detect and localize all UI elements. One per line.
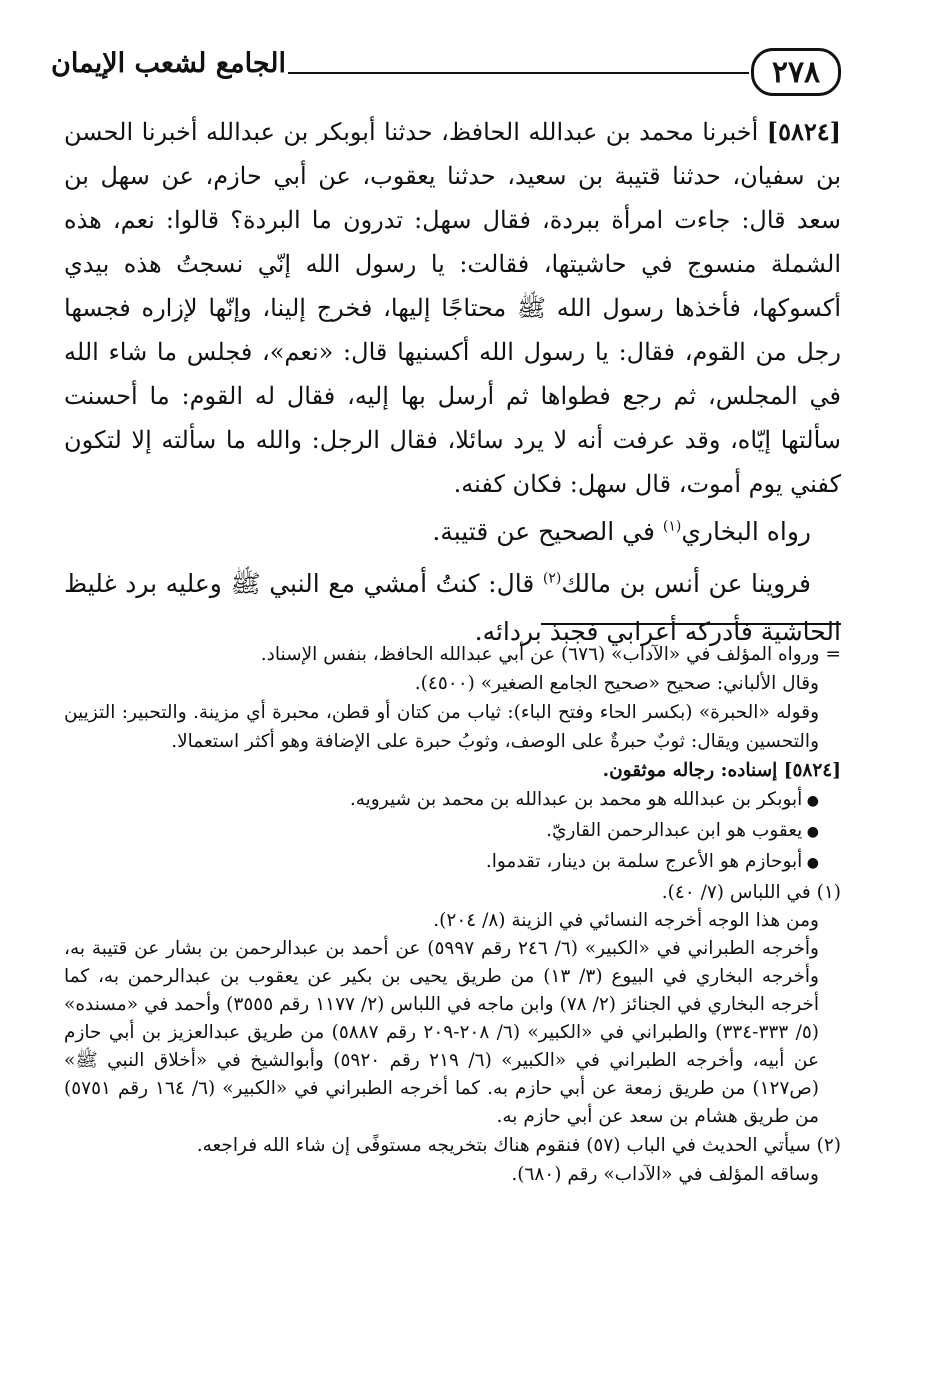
footnote-separator xyxy=(541,623,841,625)
anas-tail: قال: كنتُ أمشي مع النبي ﷺ وعليه برد غليظ الحاشية فأدركه أعرابي فجبذ بردائه. xyxy=(64,569,841,646)
footnote-1-takhrij: وأخرجه الطبراني في «الكبير» (٦/ ٢٤٦ رقم ٥٩٩٧) عن أحمد بن عبدالرحمن بن بشار عن قتيبة به، وأخرجه البخاري في البيوع (٣/ ١٣) من طريق يحيى بن بكير عن يعقوب بن عبدالرحمن به، كما أخرجه البخاري في الجنائز (٢/ ٧٨) وابن ماجه في اللباس (٢/ ١١٧٧ رقم ٣٥٥٥) وأحمد في «مسنده» (٥/ ٣٣٣-٣٣٤) والطبراني في «الكبير» (٦/ ٢٠٨-٢٠٩ رقم ٥٨٨٧) من طريق عبدالعزيز بن أبي حازم عن أبيه، وأخرجه الطبراني في «الكبير» (٦/ ٢١٩ رقم ٥٩٢٠) وأبوالشيخ في «أخلاق النبي ﷺ» (ص١٢٧) من طريق زمعة عن أبي حازم به. كما أخرجه الطبراني في «الكبير» (٦/ ١٦٤ رقم ٥٧٥١) من طريق هشام بن سعد عن أبي حازم به. xyxy=(64,938,819,1127)
page-number: ٢٧٨ xyxy=(751,48,841,96)
footnote-hibara: وقوله «الحبرة» (بكسر الحاء وفتح الباء): ثياب من كتان أو قطن، محبرة أي مزينة. والتحبير: التزيين والتحسين ويقال: ثوبٌ حبرةٌ على الوصف، وثوبُ حبرة على الإضافة وهو أكثر استعمالا. xyxy=(64,702,819,752)
isnad-heading: [٥٨٢٤] إسناده: رجاله موثقون. xyxy=(602,760,841,781)
footnote-1-body xyxy=(64,907,841,1131)
bukhari-note-tail: في الصحيح عن قتيبة. xyxy=(432,517,663,546)
footnotes xyxy=(64,640,841,1189)
hadith-text: أخبرنا محمد بن عبدالله الحافظ، حدثنا أبوبكر بن عبدالله أخبرنا الحسن بن سفيان، حدثنا قتيبة بن سعيد، حدثنا يعقوب، عن أبي حازم، عن سهل بن سعد قال: جاءت امرأة ببردة، فقال سهل: تدرون ما البردة؟ قالوا: نعم، هذه الشملة منسوج في حاشيتها، فقالت: يا رسول الله إنّي نسجتُ هذه بيدي أكسوكها، فأخذها رسول الله ﷺ محتاجًا إليها، فخرج إلينا، وإنّها لإزاره فجسها رجل من القوم، فقال: يا رسول الله أكسنيها قال: «نعم»، فجلس ما شاء الله في المجلس، ثم رجع فطواها ثم أرسل بها إليه، فقال له القوم: ما أحسنت سألتها إيّاه، وقد عرفت أنه لا يرد سائلا، فقال الرجل: والله ما سألته إلا لتكون كفني يوم أموت، قال سهل: فكان كفنه. xyxy=(64,118,841,498)
isnad-item: ● يعقوب هو ابن عبدالرحمن القاريّ. xyxy=(64,816,819,847)
hadith-paragraph xyxy=(64,110,841,506)
anas-text: فروينا عن أنس بن مالك xyxy=(561,569,811,598)
header-rule xyxy=(288,72,749,74)
isnad-item: ● أبوحازم هو الأعرج سلمة بن دينار، تقدموا. xyxy=(64,847,819,878)
hadith-number: [٥٨٢٤] xyxy=(766,117,841,146)
bukhari-note xyxy=(64,508,841,556)
footnote-1-nasai: ومن هذا الوجه أخرجه النسائي في الزينة (٨/ ٢٠٤). xyxy=(433,910,819,931)
isnad-list xyxy=(64,785,841,878)
footnote-ref-1: (١) xyxy=(662,518,682,535)
isnad-item: ● أبوبكر بن عبدالله هو محمد بن عبدالله بن محمد بن شيرويه. xyxy=(64,785,819,816)
footnote-2: (٢) سيأتي الحديث في الباب (٥٧) فنقوم هناك بتخريجه مستوفًى إن شاء الله فراجعه. xyxy=(196,1135,841,1156)
footnote-carryover: = ورواه المؤلف في «الآداب» (٦٧٦) عن أبي عبدالله الحافظ، بنفس الإسناد. xyxy=(260,644,841,665)
footnote-2-adab: وساقه المؤلف في «الآداب» رقم (٦٨٠). xyxy=(511,1164,819,1185)
main-text xyxy=(64,110,841,656)
bukhari-note-text: رواه البخاري xyxy=(681,517,811,546)
page-header xyxy=(51,40,841,106)
running-title: الجامع لشعب الإيمان xyxy=(51,48,286,79)
footnote-albani: وقال الألباني: صحيح «صحيح الجامع الصغير» (٤٥٠٠). xyxy=(414,673,819,694)
footnote-ref-2: (٢) xyxy=(542,570,562,587)
footnote-1: (١) في اللباس (٧/ ٤٠). xyxy=(661,882,841,903)
